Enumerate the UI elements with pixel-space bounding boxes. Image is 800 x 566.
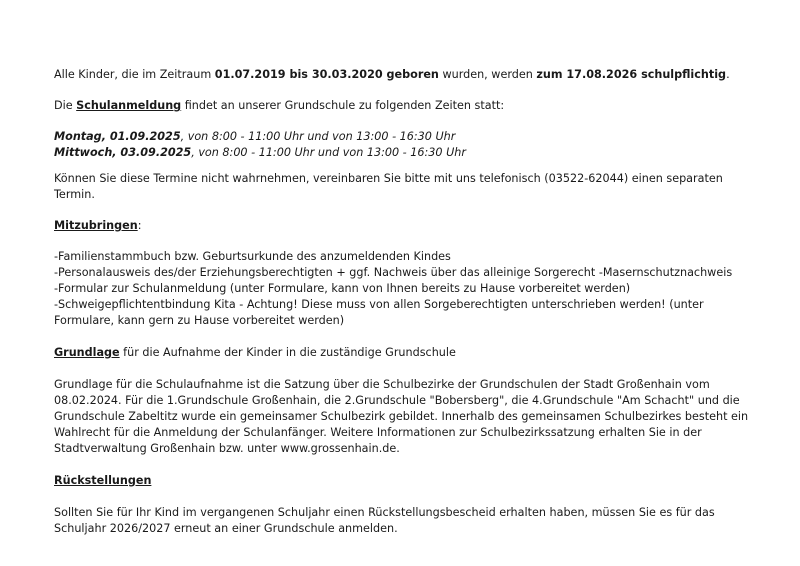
intro-text-3: .	[726, 68, 730, 81]
rueckstellungen-paragraph: Sollten Sie für Ihr Kind im vergangenen Schuljahr einen Rückstellungsbescheid erhalten haben, müssen Sie es für das Schuljahr 2026/2027 erneut an einer Grundschule anmelden.	[54, 506, 715, 535]
rueckstellungen-heading-label: Rückstellungen	[54, 474, 152, 487]
list-item: -Personalausweis des/der Erziehungsberechtigten + ggf. Nachweis über das alleinige Sorgerecht -Masernschutznachweis	[54, 266, 733, 279]
intro-text: Alle Kinder, die im Zeitraum	[54, 68, 215, 81]
date-day: Montag, 01.09.2025	[54, 130, 181, 143]
grundlage-paragraph: Grundlage für die Schulaufnahme ist die Satzung über die Schulbezirke der Grundschulen der Stadt Großenhain vom 08.02.2024. Für die 1.Grundschule Großenhain, die 2.Grundschule "Bobersberg", die 4.Grundschule "Am Schacht" und die Grundschule Zabeltitz wurde ein gemeinsamer Schulbezirk gebildet. Innerhalb des gemeinsamen Schulbezirkes besteht ein Wahlrecht für die Anmeldung der Schulanfänger. Weitere Informationen zur Schulbezirkssatzung erhalten Sie in der Stadtverwaltung Großenhain bzw. unter www.grossenhain.de.	[54, 378, 749, 455]
date-times: , von 8:00 - 11:00 Uhr und von 13:00 - 16:30 Uhr	[191, 146, 466, 159]
school-start-date: zum 17.08.2026 schulpflichtig	[536, 68, 727, 81]
intro-text-2: wurden, werden	[438, 68, 537, 81]
anmeldung-text-2: findet an unserer Grundschule zu folgenden Zeiten statt:	[181, 99, 505, 112]
anmeldung-keyword: Schulanmeldung	[76, 99, 182, 112]
grundlage-heading-rest: für die Aufnahme der Kinder in die zuständige Grundschule	[119, 346, 456, 359]
anmeldung-text: Die	[54, 99, 77, 112]
document-content	[54, 67, 754, 537]
date-line	[54, 145, 754, 161]
birth-range: 01.07.2019 bis 30.03.2020 geboren	[214, 68, 439, 81]
grundlage-heading-label: Grundlage	[54, 346, 120, 359]
bring-heading-colon: :	[137, 219, 142, 232]
separate-appointment-paragraph: Können Sie diese Termine nicht wahrnehmen, vereinbaren Sie bitte mit uns telefonisch (03522-62044) einen separaten Termin.	[54, 172, 723, 201]
date-line	[54, 129, 754, 145]
date-day: Mittwoch, 03.09.2025	[54, 146, 192, 159]
date-times: , von 8:00 - 11:00 Uhr und von 13:00 - 16:30 Uhr	[180, 130, 456, 143]
anmeldung-paragraph	[54, 98, 754, 114]
intro-paragraph	[54, 67, 754, 83]
rueckstellungen-heading	[54, 473, 754, 489]
grundlage-heading	[54, 345, 754, 361]
list-item: -Schweigepflichtentbindung Kita - Achtung! Diese muss von allen Sorgeberechtigten unterschrieben werden! (unter Formulare, kann gern zu Hause vorbereitet werden)	[54, 298, 704, 327]
bring-heading-label: Mitzubringen	[54, 219, 138, 232]
list-item: -Familienstammbuch bzw. Geburtsurkunde des anzumeldenden Kindes	[54, 250, 451, 263]
bring-heading	[54, 218, 754, 234]
list-item: -Formular zur Schulanmeldung (unter Formulare, kann von Ihnen bereits zu Hause vorbereitet werden)	[54, 282, 631, 295]
